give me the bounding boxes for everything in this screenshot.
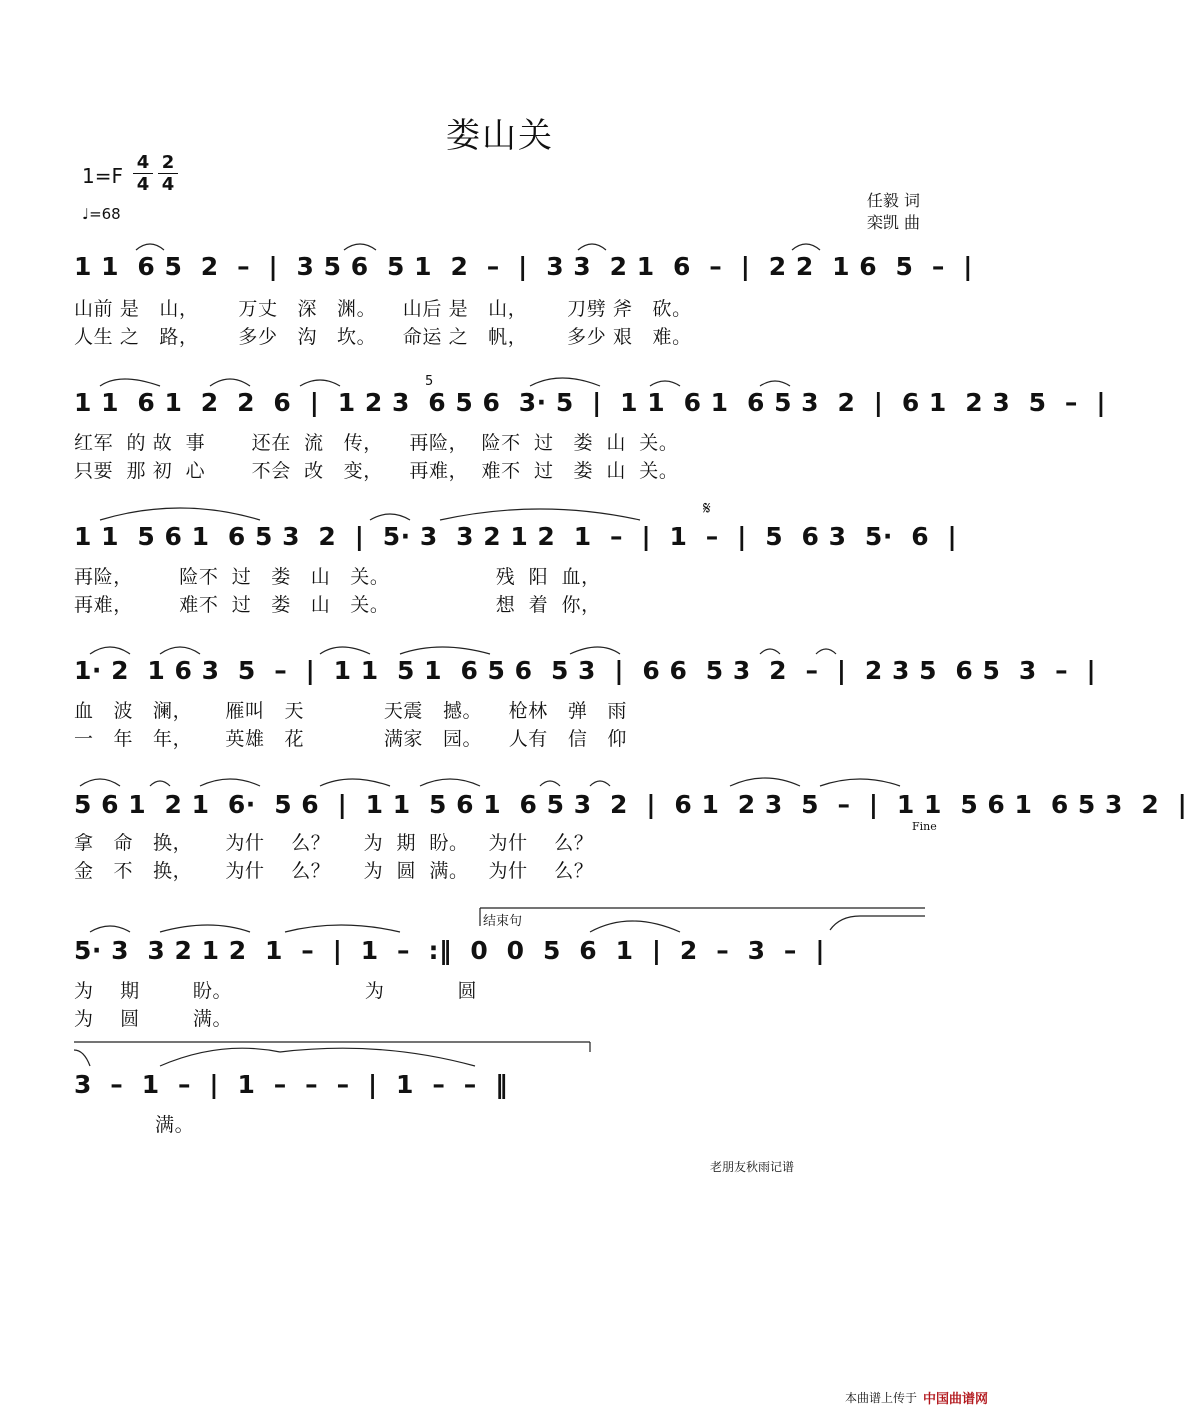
lyrics-system-5-verse-1: 拿 命 换， 为什 么？ 为 期 盼。 为什 么？ — [74, 832, 594, 854]
notes-system-5: 5 6 1 2 1 6· 5 6 | 1 1 5 6 1 6 5 3 2 | 6 1 2 3 5 – | 1 1 5 6 1 6 5 3 2 | — [74, 790, 1187, 819]
ending-label: 结束句 — [483, 914, 523, 929]
lyrics-system-2-verse-1: 红军 的 故 事 还在 流 传， 再险， 险不 过 娄 山 关。 — [74, 432, 679, 454]
notes-system-6: 5· 3 3 2 1 2 1 – | 1 – :‖ 0 0 5 6 1 | 2 – 3 – | — [74, 936, 825, 965]
notes-system-1: 1 1 6 5 2 – | 3 5 6 5 1 2 – | 3 3 2 1 6 – | 2 2 1 6 5 – | — [74, 252, 973, 281]
song-title: 娄山关 — [446, 116, 554, 156]
tempo-marking: ♩=68 — [82, 205, 121, 223]
lyricist-credit: 任毅 词 — [866, 191, 920, 210]
lyrics-system-4-verse-2: 一 年 年， 英雄 花 满家 园。 人有 信 仰 — [74, 728, 627, 750]
lyrics-system-4-verse-1: 血 波 澜， 雁叫 天 天震 撼。 枪林 弹 雨 — [74, 700, 627, 722]
grace-note: 5 — [425, 374, 434, 389]
lyrics-system-1-verse-1: 山前 是 山， 万丈 深 渊。 山后 是 山， 刀劈 斧 砍。 — [74, 298, 692, 320]
lyrics-system-2-verse-2: 只要 那 初 心 不会 改 变， 再难， 难不 过 娄 山 关。 — [74, 460, 679, 482]
footer-text: 本曲谱上传于 — [844, 1391, 917, 1405]
lyrics-system-6-verse-2: 为 圆 满。 — [74, 1008, 233, 1030]
transcriber-credit: 老朋友秋雨记谱 — [710, 1160, 795, 1174]
lyrics-system-1-verse-2: 人生 之 路， 多少 沟 坎。 命运 之 帆， 多少 艰 难。 — [74, 326, 692, 348]
fine-marking: Fine — [912, 820, 937, 833]
notes-system-3: 1 1 5 6 1 6 5 3 2 | 5· 3 3 2 1 2 1 – | 1 – | 5 6 3 5· 6 | — [74, 522, 958, 551]
lyrics-system-7: 满。 — [155, 1114, 195, 1136]
time-sig-bottom: 4 — [136, 174, 150, 195]
notes-system-4: 1· 2 1 6 3 5 – | 1 1 5 1 6 5 6 5 3 | 6 6 5 3 2 – | 2 3 5 6 5 3 – | — [74, 656, 1097, 685]
time-sig-top: 4 — [136, 152, 150, 173]
lyrics-system-3-verse-1: 再险， 险不 过 娄 山 关。 残 阳 血， — [74, 566, 601, 588]
notes-system-7: 3 – 1 – | 1 – – – | 1 – – ‖ — [74, 1070, 509, 1099]
lyrics-system-6-verse-1: 为 期 盼。 为 圆 — [74, 980, 478, 1002]
composer-credit: 栾凯 曲 — [866, 213, 920, 232]
segno-sign: 𝄋 — [703, 498, 711, 519]
lyrics-system-5-verse-2: 金 不 换， 为什 么？ 为 圆 满。 为什 么？ — [74, 860, 594, 882]
lyrics-system-3-verse-2: 再难， 难不 过 娄 山 关。 想 着 你， — [74, 594, 601, 616]
site-logo[interactable]: 中国曲谱网 — [922, 1392, 988, 1407]
key-signature: 1=F — [82, 164, 123, 188]
time-sig-bottom: 4 — [161, 174, 175, 195]
time-sig-top: 2 — [161, 152, 175, 173]
notes-system-2: 1 1 6 1 2 2 6 | 1 2 3 6 5 6 3· 5 | 1 1 6 1 6 5 3 2 | 6 1 2 3 5 – | — [74, 388, 1106, 417]
